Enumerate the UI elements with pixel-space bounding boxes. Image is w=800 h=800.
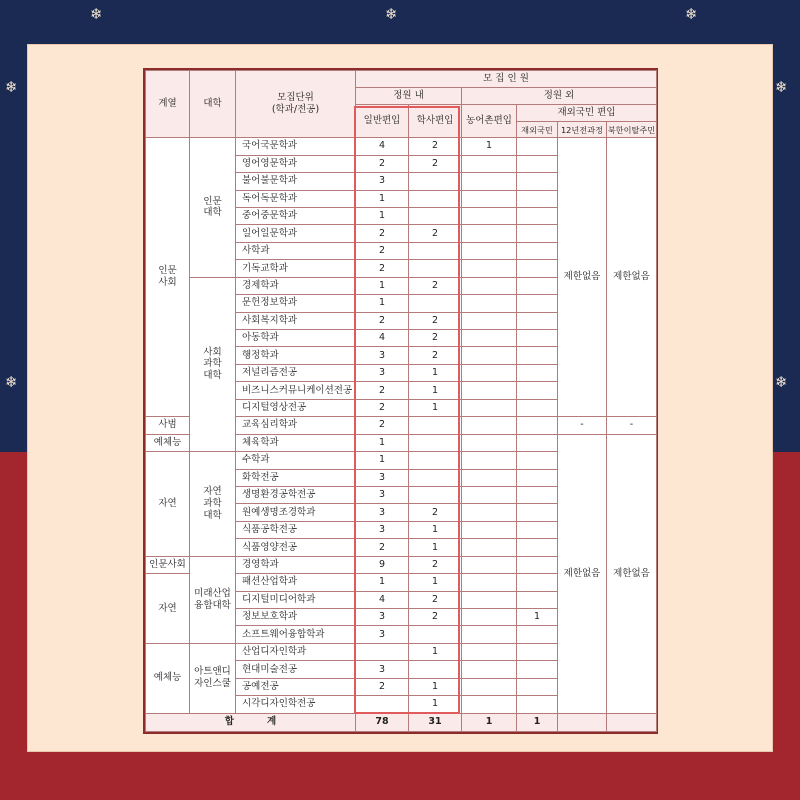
major-cell: 일어일문학과	[236, 225, 356, 242]
general-count: 9	[356, 556, 409, 573]
bachelor-count: 2	[409, 138, 462, 155]
major-cell: 생명환경공학전공	[236, 486, 356, 503]
major-cell: 사학과	[236, 242, 356, 259]
major-cell: 산업디자인학과	[236, 643, 356, 660]
rural-count	[462, 452, 517, 469]
rural-count	[462, 591, 517, 608]
header-recruit: 모 집 인 원	[356, 71, 657, 88]
bachelor-count	[409, 434, 462, 451]
rural-count	[462, 521, 517, 538]
bachelor-count	[409, 452, 462, 469]
total-defector	[607, 713, 657, 731]
bachelor-count: 2	[409, 347, 462, 364]
bachelor-count: 2	[409, 556, 462, 573]
major-cell: 화학전공	[236, 469, 356, 486]
header-college: 대학	[190, 71, 236, 138]
rural-count	[462, 626, 517, 643]
field-cell: 인문사회	[146, 556, 190, 573]
bachelor-count: 1	[409, 643, 462, 660]
rural-count	[462, 225, 517, 242]
major-cell: 식품영양전공	[236, 539, 356, 556]
general-count: 3	[356, 626, 409, 643]
bachelor-count	[409, 626, 462, 643]
bachelor-count: 2	[409, 504, 462, 521]
bachelor-count: 2	[409, 591, 462, 608]
general-count: 3	[356, 469, 409, 486]
major-cell: 공예전공	[236, 678, 356, 695]
rural-count	[462, 574, 517, 591]
bachelor-count	[409, 661, 462, 678]
overseas-count	[517, 277, 558, 294]
header-overseas-korean: 재외국민	[517, 122, 558, 138]
major-cell: 독어독문학과	[236, 190, 356, 207]
rural-count	[462, 539, 517, 556]
general-count	[356, 643, 409, 660]
recruitment-table	[145, 70, 657, 732]
rural-count	[462, 486, 517, 503]
general-count: 2	[356, 155, 409, 172]
bachelor-count	[409, 242, 462, 259]
header-bachelor-transfer: 학사편입	[409, 105, 462, 138]
major-cell: 교육심리학과	[236, 417, 356, 434]
major-cell: 아동학과	[236, 330, 356, 347]
major-cell: 체육학과	[236, 434, 356, 451]
overseas-count	[517, 347, 558, 364]
general-count: 4	[356, 138, 409, 155]
header-unit: 모집단위 (학과/전공)	[236, 71, 356, 138]
general-count: 1	[356, 207, 409, 224]
overseas-count	[517, 452, 558, 469]
header-defector: 북한이탈주민	[607, 122, 657, 138]
college-cell: 미래산업 융합대학	[190, 556, 236, 643]
field-cell: 예체능	[146, 643, 190, 713]
rural-count	[462, 330, 517, 347]
overseas-count	[517, 364, 558, 381]
major-cell: 디지털미디어학과	[236, 591, 356, 608]
defector-limit: -	[607, 417, 657, 434]
rural-count	[462, 347, 517, 364]
general-count: 2	[356, 382, 409, 399]
bachelor-count	[409, 207, 462, 224]
overseas-count	[517, 225, 558, 242]
general-count: 2	[356, 417, 409, 434]
twelve-years-limit: 제한없음	[558, 434, 607, 713]
snowflake-icon: ❄	[90, 5, 103, 23]
rural-count	[462, 242, 517, 259]
snowflake-icon: ❄	[685, 5, 698, 23]
overseas-count	[517, 417, 558, 434]
bachelor-count: 2	[409, 330, 462, 347]
twelve-years-limit: 제한없음	[558, 138, 607, 417]
field-cell: 인문 사회	[146, 138, 190, 417]
overseas-count	[517, 643, 558, 660]
defector-limit: 제한없음	[607, 434, 657, 713]
field-cell: 예체능	[146, 434, 190, 451]
rural-count	[462, 643, 517, 660]
major-cell: 디지털영상전공	[236, 399, 356, 416]
snowflake-icon: ❄	[5, 78, 18, 96]
total-overseas: 1	[517, 713, 558, 731]
bachelor-count: 1	[409, 364, 462, 381]
major-cell: 문헌정보학과	[236, 295, 356, 312]
overseas-count	[517, 539, 558, 556]
header-field: 계열	[146, 71, 190, 138]
header-rural-transfer: 농어촌편입	[462, 105, 517, 138]
field-cell: 사범	[146, 417, 190, 434]
rural-count	[462, 155, 517, 172]
general-count: 1	[356, 434, 409, 451]
defector-limit: 제한없음	[607, 138, 657, 417]
overseas-count	[517, 295, 558, 312]
general-count: 2	[356, 260, 409, 277]
overseas-count	[517, 521, 558, 538]
major-cell: 행정학과	[236, 347, 356, 364]
college-cell: 사회 과학 대학	[190, 277, 236, 451]
field-cell: 자연	[146, 574, 190, 644]
major-cell: 중어중문학과	[236, 207, 356, 224]
total-rural: 1	[462, 713, 517, 731]
general-count: 3	[356, 504, 409, 521]
overseas-count	[517, 399, 558, 416]
major-cell: 경영학과	[236, 556, 356, 573]
rural-count	[462, 609, 517, 626]
overseas-count	[517, 260, 558, 277]
bachelor-count: 2	[409, 225, 462, 242]
bachelor-count: 2	[409, 277, 462, 294]
major-cell: 소프트웨어융합학과	[236, 626, 356, 643]
overseas-count	[517, 574, 558, 591]
general-count: 4	[356, 591, 409, 608]
general-count: 2	[356, 225, 409, 242]
header-out-quota: 정원 외	[462, 88, 657, 105]
rural-count	[462, 504, 517, 521]
bachelor-count: 1	[409, 539, 462, 556]
bachelor-count: 2	[409, 312, 462, 329]
bachelor-count	[409, 173, 462, 190]
bachelor-count: 1	[409, 382, 462, 399]
rural-count	[462, 190, 517, 207]
snowflake-icon: ❄	[5, 373, 18, 391]
major-cell: 사회복지학과	[236, 312, 356, 329]
bachelor-count	[409, 295, 462, 312]
major-cell: 수학과	[236, 452, 356, 469]
college-cell: 아트앤디 자인스쿨	[190, 643, 236, 713]
overseas-count	[517, 242, 558, 259]
snowflake-icon: ❄	[775, 373, 788, 391]
major-cell: 식품공학전공	[236, 521, 356, 538]
college-cell: 인문 대학	[190, 138, 236, 278]
rural-count	[462, 277, 517, 294]
general-count: 2	[356, 539, 409, 556]
general-count: 2	[356, 399, 409, 416]
bachelor-count	[409, 190, 462, 207]
overseas-count	[517, 330, 558, 347]
snowflake-icon: ❄	[775, 78, 788, 96]
header-in-quota: 정원 내	[356, 88, 462, 105]
bachelor-count: 2	[409, 155, 462, 172]
field-cell: 자연	[146, 452, 190, 557]
bachelor-count	[409, 469, 462, 486]
twelve-years-limit: -	[558, 417, 607, 434]
bachelor-count	[409, 486, 462, 503]
major-cell: 시각디자인학전공	[236, 696, 356, 713]
major-cell: 국어국문학과	[236, 138, 356, 155]
rural-count	[462, 417, 517, 434]
general-count: 1	[356, 277, 409, 294]
total-general: 78	[356, 713, 409, 731]
overseas-count: 1	[517, 609, 558, 626]
overseas-count	[517, 626, 558, 643]
recruitment-table-sheet	[143, 68, 658, 734]
rural-count	[462, 469, 517, 486]
bachelor-count: 1	[409, 696, 462, 713]
overseas-count	[517, 173, 558, 190]
rural-count	[462, 678, 517, 695]
major-cell: 원예생명조경학과	[236, 504, 356, 521]
general-count: 1	[356, 190, 409, 207]
general-count: 3	[356, 486, 409, 503]
overseas-count	[517, 504, 558, 521]
general-count: 3	[356, 521, 409, 538]
total-bachelor: 31	[409, 713, 462, 731]
major-cell: 비즈니스커뮤니케이션전공	[236, 382, 356, 399]
overseas-count	[517, 591, 558, 608]
rural-count	[462, 312, 517, 329]
total-label: 합 계	[146, 713, 356, 731]
overseas-count	[517, 190, 558, 207]
general-count: 3	[356, 173, 409, 190]
general-count: 1	[356, 295, 409, 312]
total-twelve-years	[558, 713, 607, 731]
overseas-count	[517, 469, 558, 486]
general-count: 4	[356, 330, 409, 347]
rural-count	[462, 661, 517, 678]
major-cell: 기독교학과	[236, 260, 356, 277]
overseas-count	[517, 155, 558, 172]
major-cell: 경제학과	[236, 277, 356, 294]
rural-count	[462, 434, 517, 451]
rural-count: 1	[462, 138, 517, 155]
overseas-count	[517, 138, 558, 155]
rural-count	[462, 382, 517, 399]
overseas-count	[517, 696, 558, 713]
general-count: 3	[356, 364, 409, 381]
general-count: 3	[356, 661, 409, 678]
bachelor-count: 1	[409, 521, 462, 538]
overseas-count	[517, 661, 558, 678]
rural-count	[462, 364, 517, 381]
general-count: 1	[356, 452, 409, 469]
rural-count	[462, 207, 517, 224]
header-general-transfer: 일반편입	[356, 105, 409, 138]
major-cell: 영어영문학과	[236, 155, 356, 172]
major-cell: 불어불문학과	[236, 173, 356, 190]
overseas-count	[517, 312, 558, 329]
major-cell: 저널리즘전공	[236, 364, 356, 381]
bachelor-count	[409, 417, 462, 434]
rural-count	[462, 399, 517, 416]
overseas-count	[517, 207, 558, 224]
bachelor-count: 1	[409, 399, 462, 416]
bachelor-count: 2	[409, 609, 462, 626]
bachelor-count: 1	[409, 574, 462, 591]
general-count: 3	[356, 609, 409, 626]
header-overseas-transfer: 재외국민 편입	[517, 105, 657, 122]
header-twelve-years: 12년전과정	[558, 122, 607, 138]
rural-count	[462, 696, 517, 713]
major-cell: 현대미술전공	[236, 661, 356, 678]
major-cell: 정보보호학과	[236, 609, 356, 626]
overseas-count	[517, 434, 558, 451]
bachelor-count: 1	[409, 678, 462, 695]
overseas-count	[517, 486, 558, 503]
overseas-count	[517, 556, 558, 573]
general-count: 2	[356, 678, 409, 695]
general-count	[356, 696, 409, 713]
rural-count	[462, 260, 517, 277]
major-cell: 패션산업학과	[236, 574, 356, 591]
overseas-count	[517, 678, 558, 695]
rural-count	[462, 173, 517, 190]
rural-count	[462, 556, 517, 573]
general-count: 2	[356, 242, 409, 259]
rural-count	[462, 295, 517, 312]
snowflake-icon: ❄	[385, 5, 398, 23]
general-count: 3	[356, 347, 409, 364]
bachelor-count	[409, 260, 462, 277]
overseas-count	[517, 382, 558, 399]
general-count: 1	[356, 574, 409, 591]
general-count: 2	[356, 312, 409, 329]
college-cell: 자연 과학 대학	[190, 452, 236, 557]
